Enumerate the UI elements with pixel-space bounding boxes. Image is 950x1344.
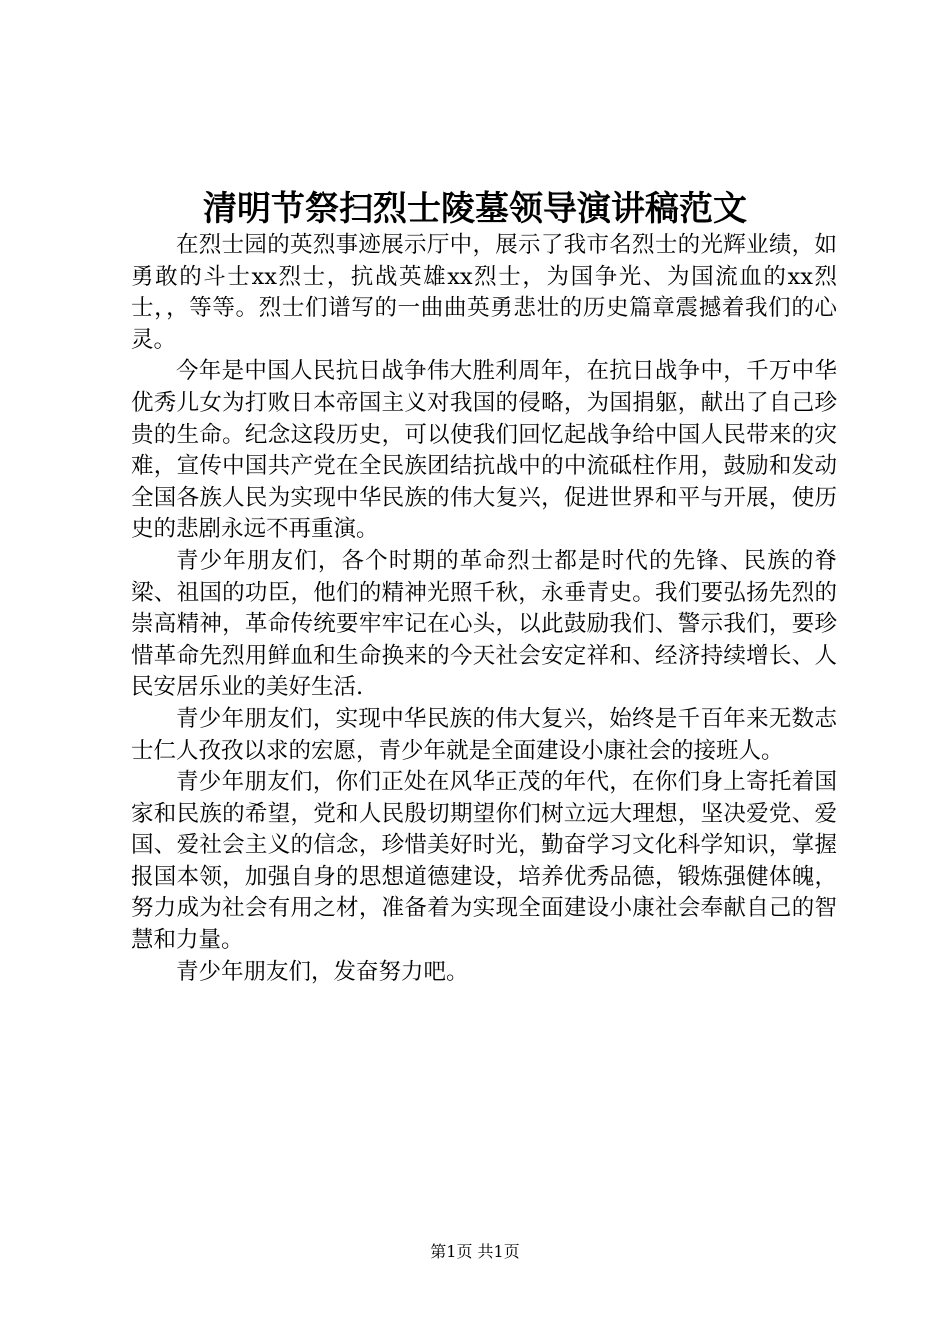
paragraph: 今年是中国人民抗日战争伟大胜利周年，在抗日战争中，千万中华优秀儿女为打败日本帝国主义对我国的侵略，为国捐躯，献出了自己珍贵的生命。纪念这段历史，可以使我们回忆起战争给中国人民带来的灾难，宣传中国共产党在全民族团结抗战中的中流砥柱作用，鼓励和发动全国各族人民为实现中华民族的伟大复兴，促进世界和平与开展，使历史的悲剧永远不再重演。 bbox=[131, 358, 837, 543]
paragraph: 青少年朋友们，发奋努力吧。 bbox=[176, 958, 469, 985]
paragraph: 在烈士园的英烈事迹展示厅中，展示了我市名烈士的光辉业绩，如勇敢的斗士xx烈士，抗战英雄xx烈士，为国争光、为国流血的xx烈士，，等等。烈士们谱写的一曲曲英勇悲壮的历史篇章震撼着我们的心灵。 bbox=[131, 232, 837, 353]
page-footer: 第1页 共1页 bbox=[430, 1242, 520, 1261]
document-title: 清明节祭扫烈士陵墓领导演讲稿范文 bbox=[203, 189, 747, 229]
paragraph: 青少年朋友们，各个时期的革命烈士都是时代的先锋、民族的脊梁、祖国的功臣，他们的精神光照千秋，永垂青史。我们要弘扬先烈的崇高精神，革命传统要牢牢记在心头，以此鼓励我们、警示我们，要珍惜革命先烈用鲜血和生命换来的今天社会安定祥和、经济持续增长、人民安居乐业的美好生活. bbox=[131, 547, 837, 701]
paragraph: 青少年朋友们，你们正处在风华正茂的年代，在你们身上寄托着国家和民族的希望，党和人民殷切期望你们树立远大理想，坚决爱党、爱国、爱社会主义的信念，珍惜美好时光，勤奋学习文化科学知识，掌握报国本领，加强自身的思想道德建设，培养优秀品德，锻炼强健体魄，努力成为社会有用之材，准备着为实现全面建设小康社会奉献自己的智慧和力量。 bbox=[131, 769, 837, 954]
document-body bbox=[131, 230, 837, 988]
paragraph: 青少年朋友们，实现中华民族的伟大复兴，始终是千百年来无数志士仁人孜孜以求的宏愿，青少年就是全面建设小康社会的接班人。 bbox=[131, 705, 837, 764]
